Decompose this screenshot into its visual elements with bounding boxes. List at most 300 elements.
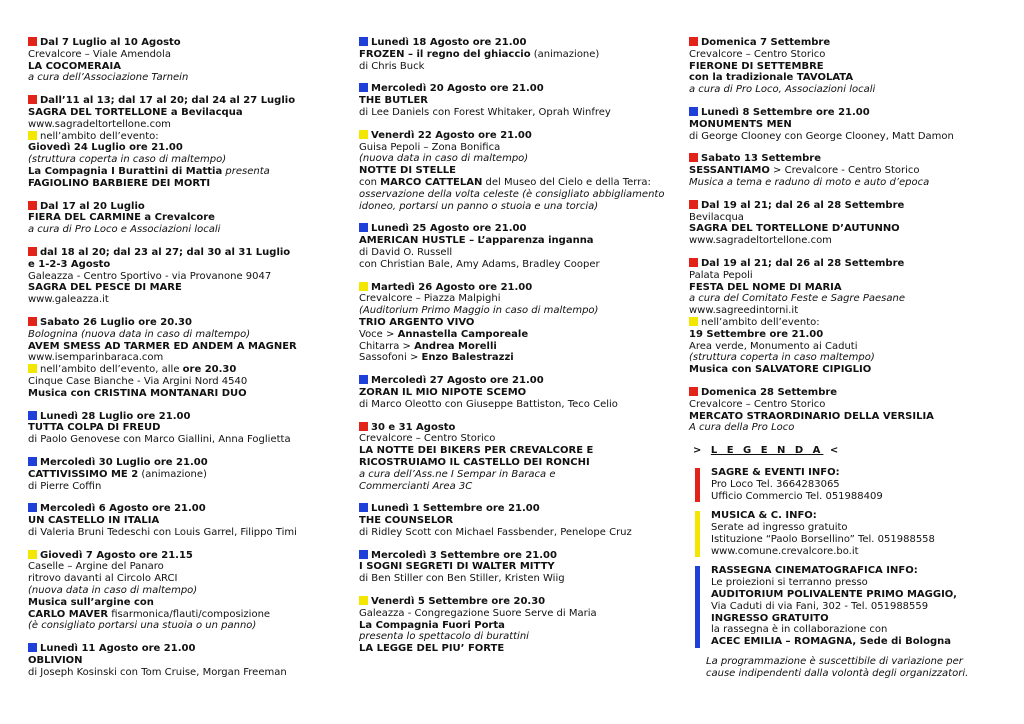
text-span: Voce >	[359, 328, 398, 340]
text-span: AMERICAN HUSTLE – L’apparenza inganna	[359, 235, 594, 247]
text-span: FAGIOLINO BARBIERE DEI MORTI	[28, 177, 211, 189]
text-span: www.sagradeltortellone.com	[689, 235, 832, 247]
text-span: a cura dell’Associazione Tarnein	[28, 72, 189, 84]
entry-line	[28, 597, 328, 609]
event-entry	[28, 37, 328, 84]
red-square-icon	[689, 200, 698, 209]
event-entry	[28, 201, 328, 236]
text-span: MONUMENTS MEN	[689, 118, 792, 130]
text-span: Lunedì 25 Agosto ore 21.00	[371, 223, 527, 235]
text-span: Andrea Morelli	[414, 340, 497, 352]
text-span: di Ben Stiller con Ben Stiller, Kristen Wiig	[359, 573, 565, 585]
text-span: nell’ambito dell’evento, alle	[40, 364, 183, 376]
event-entry	[28, 317, 328, 400]
entry-line	[28, 573, 328, 585]
blue-square-icon	[359, 375, 368, 384]
entry-line	[359, 317, 659, 329]
text-span: nell’ambito dell’evento:	[701, 316, 820, 328]
legend-heading: L E G E N D A	[710, 445, 824, 457]
red-square-icon	[689, 37, 698, 46]
legend-suffix: <	[829, 445, 842, 457]
text-span: ZORAN IL MIO NIPOTE SCEMO	[359, 386, 527, 398]
text-span: INGRESSO GRATUITO	[711, 612, 829, 624]
entry-heading	[689, 153, 999, 165]
text-span: I SOGNI SEGRETI DI WALTER MITTY	[359, 561, 555, 573]
text-span: Giovedì 24 Luglio ore 21.00	[28, 142, 183, 154]
entry-heading	[28, 550, 328, 562]
legend-blocks	[689, 467, 999, 648]
text-span: Musica a tema e raduno di moto e auto d’epoca	[689, 176, 930, 188]
blue-square-icon	[28, 503, 37, 512]
entry-line	[28, 561, 328, 573]
text-span: di Joseph Kosinski con Tom Cruise, Morgan Freeman	[28, 666, 287, 678]
blue-bar-icon	[695, 566, 700, 648]
text-span: idoneo, portarsi un panno o stuoia e una torcia)	[359, 200, 599, 212]
text-span: di Paolo Genovese con Marco Giallini, Anna Foglietta	[28, 434, 291, 446]
text-span: (struttura coperta in caso maltempo)	[689, 352, 875, 364]
entry-heading	[28, 643, 328, 655]
red-bar-icon	[695, 468, 700, 502]
red-square-icon	[689, 153, 698, 162]
entry-line	[28, 434, 328, 446]
text-span: Serate ad ingresso gratuito	[711, 522, 848, 534]
text-span: di David O. Russell	[359, 246, 453, 258]
text-span: a cura del Comitato Feste e Sagre Paesane	[689, 293, 906, 305]
text-span: Galeazza - Centro Sportivo - via Provanone 9047	[28, 270, 272, 282]
entry-line	[28, 364, 328, 376]
event-entry	[359, 375, 659, 410]
text-span: presenta lo spettacolo di burattini	[359, 631, 529, 643]
entry-line	[359, 352, 659, 364]
text-span: 19 Settembre ore 21.00	[689, 328, 824, 340]
event-entry	[359, 83, 659, 118]
entry-heading	[28, 317, 328, 329]
entry-line	[711, 522, 999, 534]
text-span: Sabato 13 Settembre	[701, 153, 822, 165]
text-span: www.sagreedintorni.it	[689, 305, 799, 317]
entry-line	[359, 620, 659, 632]
entry-line	[689, 364, 999, 376]
entry-line	[359, 201, 659, 213]
entry-heading	[689, 200, 999, 212]
entry-line	[359, 643, 659, 655]
entry-line	[28, 655, 328, 667]
text-span: Mercoledì 6 Agosto ore 21.00	[40, 503, 206, 515]
text-span: www.comune.crevalcore.bo.it	[711, 545, 859, 557]
entry-line	[689, 49, 999, 61]
blue-square-icon	[359, 37, 368, 46]
entry-line	[711, 601, 999, 613]
entry-line	[28, 388, 328, 400]
text-span: THE COUNSELOR	[359, 515, 454, 527]
text-span: FESTA DEL NOME DI MARIA	[689, 281, 842, 293]
event-entry	[689, 37, 999, 96]
entry-line	[28, 527, 328, 539]
text-span: www.isemparinbaraca.com	[28, 352, 164, 364]
blue-square-icon	[359, 503, 368, 512]
text-span: (nuova data in caso di maltempo)	[359, 153, 529, 165]
entry-line	[711, 589, 999, 601]
text-span: Crevalcore – Centro Storico	[689, 398, 826, 410]
red-square-icon	[689, 258, 698, 267]
event-entry	[28, 411, 328, 446]
red-square-icon	[28, 95, 37, 104]
text-span: Bevilacqua	[689, 211, 744, 223]
footer-note	[706, 656, 999, 680]
entry-line	[359, 329, 659, 341]
column-3	[689, 37, 999, 680]
yellow-square-icon	[689, 317, 698, 326]
text-span: FROZEN – il regno del ghiaccio	[359, 48, 531, 60]
text-span: Mercoledì 20 Agosto ore 21.00	[371, 83, 544, 95]
entry-line	[689, 329, 999, 341]
text-span: di George Clooney con George Clooney, Matt Damon	[689, 130, 954, 142]
entry-line	[711, 534, 999, 546]
entry-line	[28, 178, 328, 190]
text-span: MARCO CATTELAN	[380, 176, 483, 188]
blue-square-icon	[359, 223, 368, 232]
text-span: ritrovo davanti al Circolo ARCI	[28, 573, 178, 585]
event-entry	[689, 153, 999, 188]
legend-block-blue	[689, 565, 999, 648]
yellow-square-icon	[28, 364, 37, 373]
event-entry	[28, 457, 328, 492]
text-span: AUDITORIUM POLIVALENTE PRIMO MAGGIO,	[711, 589, 957, 601]
yellow-square-icon	[359, 130, 368, 139]
entry-line	[359, 49, 659, 61]
text-span: Pro Loco Tel. 3664283065	[711, 478, 840, 490]
text-span: (Auditorium Primo Maggio in caso di maltempo)	[359, 305, 599, 317]
yellow-bar-icon	[695, 511, 700, 557]
entry-line	[28, 166, 328, 178]
text-span: Annastella Camporeale	[397, 328, 529, 340]
entry-heading	[28, 457, 328, 469]
text-span: a cura di Pro Loco e Associazioni locali	[28, 224, 221, 236]
text-span: Dal 17 al 20 Luglio	[40, 200, 145, 212]
entry-line	[689, 165, 999, 177]
entry-line	[359, 153, 659, 165]
red-square-icon	[359, 422, 368, 431]
text-span: AVEM SMESS AD TARMER ED ANDEM A MAGNER	[28, 340, 297, 352]
event-entry	[689, 200, 999, 247]
text-span: Istituzione “Paolo Borsellino” Tel. 051988558	[711, 533, 935, 545]
entry-line	[28, 72, 328, 84]
red-square-icon	[28, 247, 37, 256]
entry-line	[359, 188, 665, 201]
entry-line	[28, 224, 328, 236]
entry-line	[359, 481, 659, 493]
entry-heading	[359, 130, 659, 142]
red-square-icon	[689, 387, 698, 396]
entry-heading	[359, 596, 659, 608]
column-2	[359, 37, 665, 666]
text-span: di Pierre Coffin	[28, 480, 102, 492]
text-span: UN CASTELLO IN ITALIA	[28, 515, 160, 527]
text-span: Le proiezioni si terranno presso	[711, 577, 868, 589]
blue-square-icon	[359, 83, 368, 92]
text-span: di Lee Daniels con Forest Whitaker, Oprah Winfrey	[359, 106, 611, 118]
event-entry	[689, 107, 999, 142]
entry-line	[359, 341, 659, 353]
entry-line	[359, 259, 659, 271]
event-entry	[689, 387, 999, 434]
text-span: (animazione)	[138, 468, 207, 480]
text-span: FIERA DEL CARMINE a Crevalcore	[28, 212, 215, 224]
text-span: presenta	[225, 165, 270, 177]
text-span: MERCATO STRAORDINARIO DELLA VERSILIA	[689, 410, 934, 422]
entry-heading	[689, 37, 999, 49]
entry-line	[359, 445, 659, 457]
entry-line	[359, 142, 659, 154]
entry-line	[28, 515, 328, 527]
entry-line	[689, 177, 999, 189]
entry-line	[689, 293, 999, 305]
blue-square-icon	[359, 550, 368, 559]
entry-line	[359, 515, 659, 527]
text-span: nell’ambito dell’evento:	[40, 130, 159, 142]
column-3-entries	[689, 37, 999, 434]
entry-line	[359, 387, 659, 399]
entry-heading	[359, 503, 659, 515]
text-span: Via Caduti di via Fani, 302 - Tel. 051988559	[711, 600, 929, 612]
text-span: CARLO MAVER	[28, 608, 109, 620]
text-span: Domenica 7 Settembre	[701, 37, 831, 48]
entry-line	[359, 561, 659, 573]
text-span: Crevalcore – Piazza Malpighi	[359, 293, 501, 305]
text-span: Caselle – Argine del Panaro	[28, 561, 164, 573]
entry-heading	[28, 95, 328, 107]
text-span: di Valeria Bruni Tedeschi con Louis Garrel, Filippo Timi	[28, 526, 297, 538]
text-span: Chitarra >	[359, 340, 415, 352]
text-span: LA LEGGE DEL PIU’ FORTE	[359, 643, 505, 655]
text-span: OBLIVION	[28, 655, 83, 667]
entry-line	[28, 329, 328, 341]
entry-line	[28, 667, 328, 679]
entry-line	[359, 61, 659, 73]
yellow-square-icon	[28, 550, 37, 559]
text-span: Lunedì 11 Agosto ore 21.00	[40, 643, 196, 655]
event-entry	[28, 550, 328, 633]
blue-square-icon	[28, 411, 37, 420]
text-span: Musica con CRISTINA MONTANARI DUO	[28, 387, 247, 399]
entry-heading	[359, 422, 659, 434]
text-span: MUSICA & C. INFO:	[711, 510, 817, 522]
entry-line	[28, 119, 328, 131]
entry-line	[359, 235, 659, 247]
yellow-square-icon	[359, 596, 368, 605]
text-span: di Ridley Scott con Michael Fassbender, Penelope Cruz	[359, 526, 632, 538]
text-span: Bolognina (nuova data in caso di maltempo)	[28, 328, 251, 340]
entry-line	[689, 317, 999, 329]
text-span: La Compagnia I Burattini di Mattia	[28, 165, 223, 177]
entry-heading	[359, 375, 659, 387]
entry-line	[28, 61, 328, 73]
text-span: Venerdì 22 Agosto ore 21.00	[371, 129, 532, 141]
event-entry	[28, 503, 328, 538]
entry-line	[28, 259, 328, 271]
entry-line	[28, 282, 328, 294]
text-span: > Crevalcore - Centro Storico	[769, 165, 920, 177]
entry-line	[711, 565, 999, 577]
entry-line	[28, 585, 328, 597]
text-span: a cura di Pro Loco, Associazioni locali	[689, 84, 876, 96]
blue-square-icon	[689, 107, 698, 116]
entry-line	[711, 636, 999, 648]
entry-line	[689, 84, 999, 96]
entry-line	[711, 467, 999, 479]
column-1	[28, 37, 328, 690]
text-span: Sabato 26 Luglio ore 20.30	[40, 316, 192, 328]
text-span: A cura della Pro Loco	[689, 422, 795, 434]
event-entry	[359, 422, 659, 493]
entry-line	[359, 433, 659, 445]
text-span: Musica con SALVATORE CIPIGLIO	[689, 364, 872, 376]
entry-heading	[359, 83, 659, 95]
entry-heading	[689, 258, 999, 270]
text-span: 30 e 31 Agosto	[371, 421, 456, 433]
text-span: NOTTE DI STELLE	[359, 165, 456, 177]
entry-heading	[689, 107, 999, 119]
text-span: (nuova data in caso di maltempo)	[28, 585, 198, 597]
text-span: con Christian Bale, Amy Adams, Bradley Cooper	[359, 258, 600, 270]
text-span: ACEC EMILIA – ROMAGNA, Sede di Bologna	[711, 636, 951, 648]
text-span: Lunedì 1 Settembre ore 21.00	[371, 503, 540, 515]
entry-heading	[689, 387, 999, 399]
text-span: Martedì 26 Agosto ore 21.00	[371, 281, 533, 293]
text-span: di Marco Oleotto con Giuseppe Battiston, Teco Celio	[359, 398, 618, 410]
text-span: dal 18 al 20; dal 23 al 27; dal 30 al 31 Luglio	[40, 246, 291, 258]
entry-line	[689, 212, 999, 224]
text-span: LA NOTTE DEI BIKERS PER CREVALCORE E	[359, 445, 594, 457]
entry-line	[28, 49, 328, 61]
text-span: fisarmonica/flauti/composizione	[108, 608, 271, 620]
blue-square-icon	[28, 643, 37, 652]
entry-line	[711, 624, 999, 636]
entry-line	[28, 212, 328, 224]
event-entry	[28, 643, 328, 678]
entry-line	[359, 608, 659, 620]
entry-line	[711, 479, 999, 491]
entry-line	[28, 154, 328, 166]
entry-line	[711, 546, 999, 558]
entry-line	[689, 131, 999, 143]
text-span: (struttura coperta in caso di maltempo)	[28, 154, 227, 166]
entry-line	[359, 457, 659, 469]
entry-line	[28, 620, 328, 632]
entry-line	[689, 305, 999, 317]
text-span: Mercoledì 3 Settembre ore 21.00	[371, 549, 557, 561]
text-span: Galeazza - Congregazione Suore Serve di Maria	[359, 607, 597, 619]
event-entry	[359, 37, 659, 72]
entry-line	[359, 631, 659, 643]
entry-heading	[28, 503, 328, 515]
text-span: Ufficio Commercio Tel. 051988409	[711, 490, 883, 502]
text-span: del Museo del Cielo e della Terra:	[482, 176, 651, 188]
entry-line	[359, 469, 659, 481]
entry-line	[359, 305, 659, 317]
text-span: ore 20.30	[182, 364, 237, 376]
text-span: di Chris Buck	[359, 60, 425, 72]
entry-line	[711, 510, 999, 522]
entry-line	[689, 270, 999, 282]
entry-line	[28, 469, 328, 481]
text-span: CATTIVISSIMO ME 2	[28, 468, 139, 480]
entry-line	[359, 177, 659, 189]
event-entry	[689, 258, 999, 376]
event-entry	[359, 596, 659, 655]
event-entry	[359, 282, 659, 365]
text-span: SAGRA DEL PESCE DI MARE	[28, 282, 182, 294]
entry-line	[359, 165, 659, 177]
text-span: Crevalcore – Viale Amendola	[28, 48, 171, 60]
text-span: Guisa Pepoli – Zona Bonifica	[359, 141, 501, 153]
text-span: e 1-2-3 Agosto	[28, 258, 111, 270]
entry-line	[689, 235, 999, 247]
event-entry	[359, 129, 665, 213]
text-span: Venerdì 5 Settembre ore 20.30	[371, 596, 546, 608]
entry-line	[689, 341, 999, 353]
entry-heading	[359, 37, 659, 49]
entry-line	[28, 352, 328, 364]
red-square-icon	[28, 201, 37, 210]
entry-line	[28, 609, 328, 621]
entry-line	[359, 293, 659, 305]
text-span: Dal 19 al 21; dal 26 al 28 Settembre	[701, 199, 905, 211]
footer-line: cause indipendenti dalla volontà degli organizzatori.	[706, 667, 969, 679]
text-span: (è consigliato portarsi una stuoia o un panno)	[28, 620, 257, 632]
text-span: Musica sull’argine con	[28, 596, 154, 608]
yellow-square-icon	[359, 282, 368, 291]
text-span: Sassofoni >	[359, 352, 422, 364]
footer-line: La programmazione è suscettibile di variazione per	[706, 656, 963, 668]
text-span: THE BUTLER	[359, 95, 428, 107]
entry-heading	[28, 201, 328, 213]
text-span: SAGRA DEL TORTELLONE D’AUTUNNO	[689, 223, 900, 235]
text-span: FIERONE DI SETTEMBRE	[689, 60, 824, 72]
legend-block-yellow	[689, 510, 999, 557]
entry-heading	[28, 37, 328, 49]
text-span: Area verde, Monumento ai Caduti	[689, 340, 858, 352]
text-span: Dal 7 Luglio al 10 Agosto	[40, 37, 181, 48]
entry-heading	[359, 282, 659, 294]
text-span: Giovedì 7 Agosto ore 21.15	[40, 549, 193, 561]
text-span: Lunedì 28 Luglio ore 21.00	[40, 410, 191, 422]
text-span: TUTTA COLPA DI FREUD	[28, 422, 161, 434]
entry-line	[711, 491, 999, 503]
entry-heading	[359, 223, 659, 235]
text-span: a cura dell’Ass.ne I Sempar in Baraca e	[359, 468, 556, 480]
entry-line	[359, 247, 659, 259]
legend-prefix: >	[693, 445, 705, 457]
entry-line	[711, 577, 999, 589]
entry-line	[689, 61, 999, 73]
entry-line	[689, 411, 999, 423]
text-span: LA COCOMERAIA	[28, 60, 121, 72]
entry-line	[711, 613, 999, 625]
entry-line	[359, 527, 659, 539]
entry-line	[359, 95, 659, 107]
text-span: Crevalcore – Centro Storico	[359, 433, 496, 445]
text-span: Mercoledì 30 Luglio ore 21.00	[40, 456, 208, 468]
text-span: con	[359, 176, 381, 188]
text-span: Crevalcore – Centro Storico	[689, 48, 826, 60]
text-span: Dall’11 al 13; dal 17 al 20; dal 24 al 27 Luglio	[40, 95, 296, 107]
text-span: Domenica 28 Settembre	[701, 386, 838, 398]
text-span: Enzo Balestrazzi	[421, 352, 514, 364]
text-span: Mercoledì 27 Agosto ore 21.00	[371, 375, 544, 387]
event-entry	[359, 503, 659, 538]
text-span: SESSANTIAMO	[689, 165, 770, 177]
